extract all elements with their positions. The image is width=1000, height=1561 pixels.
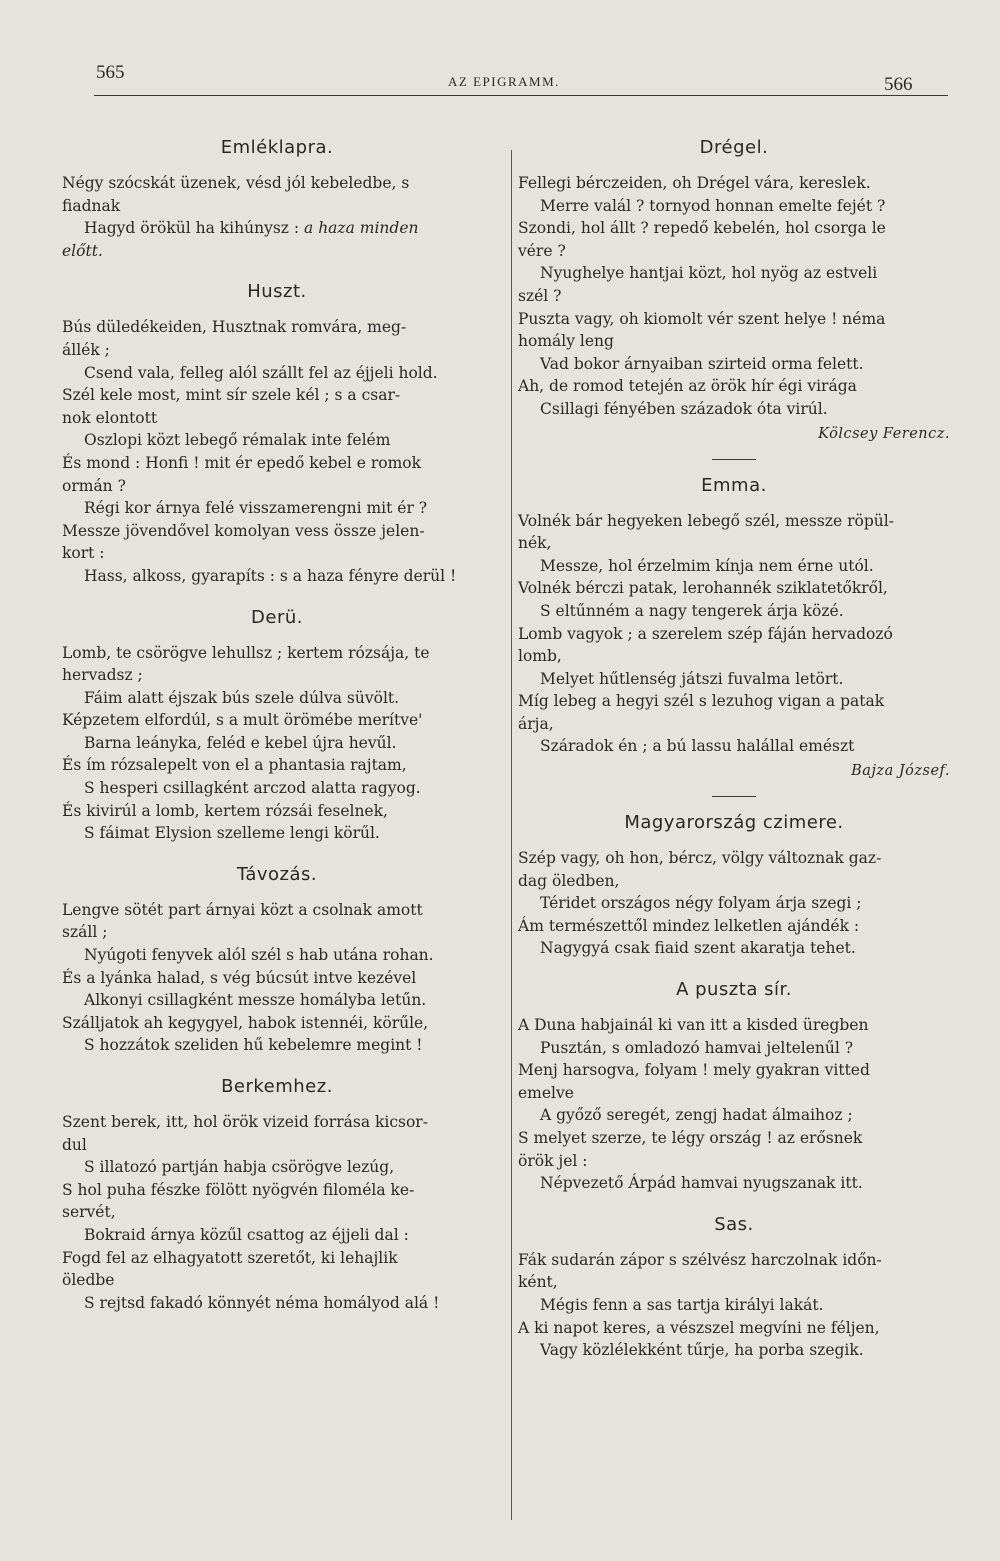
column-divider [511, 150, 512, 1520]
poem-line: S fáimat Elysion szelleme lengi körűl. [84, 824, 380, 843]
poem-title: Huszt. [247, 281, 307, 303]
poem-line: Szondi, hol állt ? repedő kebelén, hol csorga le [518, 219, 886, 238]
spacer [62, 1057, 492, 1075]
poem-line: És a lyánka halad, s vég búcsút intve kezével [62, 968, 417, 987]
poem-line-continuation: öledbe [62, 1271, 115, 1290]
poem-berkemhez [62, 1075, 492, 1314]
poem-line: Nagygyá csak fiaid szent akaratja tehet. [540, 939, 856, 958]
poem-title: Távozás. [236, 863, 318, 885]
poem-line: Volnék bérczi patak, lerohannék sziklatetőkről, [518, 579, 888, 598]
poem-line-continuation: szél ? [518, 286, 562, 305]
poem-line: Vagy közlélekként tűrje, ha porba szegik. [540, 1341, 864, 1360]
poem-title: Sas. [714, 1213, 754, 1235]
poem-title: Magyarország czimere. [624, 812, 844, 834]
poem-line: Szél kele most, mint sír szele kél ; s a csar- [62, 386, 401, 405]
right-column [518, 136, 950, 1362]
poem-line-continuation: kort : [62, 544, 105, 563]
poem-sas [518, 1213, 950, 1362]
poem-line: Száradok én ; a bú lassu halállal emészt [540, 737, 855, 756]
poem-line: Téridet országos négy folyam árja szegi ; [540, 894, 862, 913]
poem-line: A ki napot keres, a vészszel megvíni ne féljen, [518, 1318, 880, 1337]
poem-line: A győző seregét, zengj hadat álmaihoz ; [540, 1106, 853, 1125]
poem-cimer [518, 811, 950, 960]
poem-line: A Duna habjainál ki van itt a kisded üregben [518, 1016, 869, 1035]
poem-line: Oszlopi közt lebegő rémalak inte felém [84, 431, 391, 450]
poem-line: Merre valál ? tornyod honnan emelte fejét ? [540, 196, 886, 215]
poem-line: Szép vagy, oh hon, bércz, völgy változnak gaz- [518, 849, 882, 868]
poem-line: Melyet hűtlenség játszi fuvalma letört. [540, 669, 844, 688]
poem-line-continuation: hervadsz ; [62, 666, 143, 685]
poem-title: Emma. [701, 474, 767, 496]
poem-line-continuation: nok elontott [62, 408, 158, 427]
poem-line: S illatozó partján habja csörögve lezúg, [84, 1158, 395, 1177]
poem-emma [518, 474, 950, 783]
poem-line: Csend vala, felleg alól szállt fel az éjjeli hold. [84, 363, 438, 382]
poem-line-continuation: állék ; [62, 340, 110, 359]
spacer [62, 262, 492, 280]
poem-line: Ám természettől mindez lelketlen ajándék : [518, 916, 860, 935]
poem-line-continuation: száll ; [62, 923, 108, 942]
poem-line: S hozzátok szeliden hű kebelemre megint ! [84, 1036, 423, 1055]
poem-line [62, 217, 492, 240]
left-column [62, 136, 492, 1314]
poem-line: Csillagi fényében századok óta virúl. [540, 399, 828, 418]
poem-line-italic: a haza minden [304, 219, 419, 238]
poem-line: Puszta vagy, oh kiomolt vér szent helye ! néma [518, 309, 886, 328]
spacer [518, 960, 950, 978]
poem-line: Népvezető Árpád hamvai nyugszanak itt. [540, 1174, 863, 1193]
poem-line: S hesperi csillagként arczod alatta ragyog. [84, 779, 421, 798]
poem-line-continuation: dul [62, 1135, 87, 1154]
poem-line: Vad bokor árnyaiban szirteid orma felett. [540, 354, 864, 373]
page-number-left: 565 [96, 62, 125, 83]
poem-line: Fáim alatt éjszak bús szele dúlva süvölt. [84, 688, 400, 707]
poem-deru [62, 606, 492, 845]
poem-dregel [518, 136, 950, 445]
page-header [0, 0, 1000, 110]
section-divider [712, 796, 756, 797]
poem-line: Lomb vagyok ; a szerelem szép fáján hervadozó [518, 624, 893, 643]
poem-line: Fellegi bérczeiden, oh Drégel vára, kereslek. [518, 174, 871, 192]
poem-line: És ím rózsalepelt von el a phantasia rajtam, [62, 756, 407, 775]
poem-author: Bajza József. [851, 763, 950, 780]
poem-line: Pusztán, s omladozó hamvai jeltelenűl ? [540, 1038, 854, 1057]
poem-line: Hass, alkoss, gyarapíts : s a haza fényre derül ! [84, 566, 457, 585]
poem-line-text: Hagyd örökül ha kihúnysz : [84, 219, 300, 238]
poem-title: Drégel. [699, 137, 769, 158]
poem-line: Fogd fel az elhagyatott szeretőt, ki lehajlik [62, 1248, 398, 1267]
spacer [62, 845, 492, 863]
poem-line: Bús düledékeiden, Husztnak romvára, meg- [62, 318, 407, 337]
section-divider [712, 459, 756, 460]
poem-line-continuation: emelve [518, 1083, 574, 1102]
poem-line: Szent berek, itt, hol örök vizeid forrása kicsor- [62, 1113, 428, 1131]
poem-puszta-sir [518, 978, 950, 1195]
poem-line: És kivirúl a lomb, kertem rózsái feselnek, [62, 801, 388, 820]
poem-title: Berkemhez. [221, 1076, 333, 1097]
poem-line-continuation: homály leng [518, 332, 614, 351]
poem-title: A puszta sír. [676, 979, 792, 1001]
poem-line: Ah, de romod tetején az örök hír égi virága [518, 377, 857, 396]
poem-tavozas [62, 863, 492, 1057]
poem-line-continuation: lomb, [518, 647, 562, 666]
poem-line: Volnék bár hegyeken lebegő szél, messze röpül- [518, 511, 894, 530]
poem-line: Képzetem elfordúl, s a mult örömébe merítve' [62, 711, 423, 730]
poem-line: Lengve sötét part árnyai közt a csolnak amott [62, 900, 423, 919]
poem-line: Messze jövendővel komolyan vess össze jelen- [62, 521, 425, 540]
poem-line-continuation: servét, [62, 1203, 116, 1222]
poem-line-italic: előtt. [62, 241, 103, 260]
poem-line: S rejtsd fakadó könnyét néma homályod alá ! [84, 1293, 440, 1312]
poem-line: Messze, hol érzelmim kínja nem érne utól. [540, 556, 874, 575]
poem-line-continuation: ormán ? [62, 476, 126, 495]
poem-line: Szálljatok ah kegygyel, habok istennéi, körűle, [62, 1013, 429, 1032]
poem-author: Kölcsey Ferencz. [818, 425, 950, 442]
poem-line: Nyughelye hantjai közt, hol nyög az estveli [540, 264, 878, 283]
poem-line: Alkonyi csillagként messze homályba letűn. [84, 991, 427, 1010]
spacer [518, 1195, 950, 1213]
poem-line: Négy szócskát üzenek, vésd jól kebeledbe, s [62, 174, 410, 192]
poem-line: Míg lebeg a hegyi szél s lezuhog vigan a patak [518, 692, 885, 711]
spacer [62, 588, 492, 606]
poem-line: Fák sudarán zápor s szélvész harczolnak időn- [518, 1250, 882, 1269]
poem-line: S hol puha fészke fölött nyögvén filoméla ke- [62, 1180, 415, 1199]
poem-line-continuation: dag öledben, [518, 871, 620, 890]
poem-line-continuation: árja, [518, 714, 554, 733]
page-number-right: 566 [884, 74, 913, 95]
poem-title: Derü. [251, 606, 303, 628]
poem-line: Lomb, te csörögve lehullsz ; kertem rózsája, te [62, 643, 430, 662]
poem-line: S melyet szerze, te légy ország ! az erősnek [518, 1129, 863, 1147]
poem-line: És mond : Honfi ! mit ér epedő kebel e romok [62, 453, 422, 472]
poem-line-continuation: fiadnak [62, 196, 121, 215]
poem-line: S eltűnném a nagy tengerek árja közé. [540, 601, 844, 620]
poem-line: Nyúgoti fenyvek alól szél s hab utána rohan. [84, 946, 434, 965]
poem-line-continuation [62, 240, 492, 263]
poem-line-continuation: ként, [518, 1273, 558, 1292]
poem-emleklapra [62, 136, 492, 262]
poem-line: Mégis fenn a sas tartja királyi lakát. [540, 1295, 824, 1314]
poem-line: Régi kor árnya felé visszamerengni mit ér ? [84, 499, 428, 518]
poem-line: Barna leányka, feléd e kebel újra hevűl. [84, 733, 397, 752]
header-rule [94, 95, 948, 96]
poem-huszt [62, 280, 492, 587]
poem-line: Bokraid árnya közűl csattog az éjjeli dal : [84, 1225, 409, 1244]
poem-line-continuation: nék, [518, 534, 552, 553]
running-title: AZ EPIGRAMM. [448, 74, 560, 89]
poem-title: Emléklapra. [220, 137, 334, 158]
poem-line: Menj harsogva, folyam ! mely gyakran vitted [518, 1061, 870, 1080]
poem-line-continuation: vére ? [518, 241, 566, 260]
poem-line-continuation: örök jel : [518, 1151, 588, 1170]
